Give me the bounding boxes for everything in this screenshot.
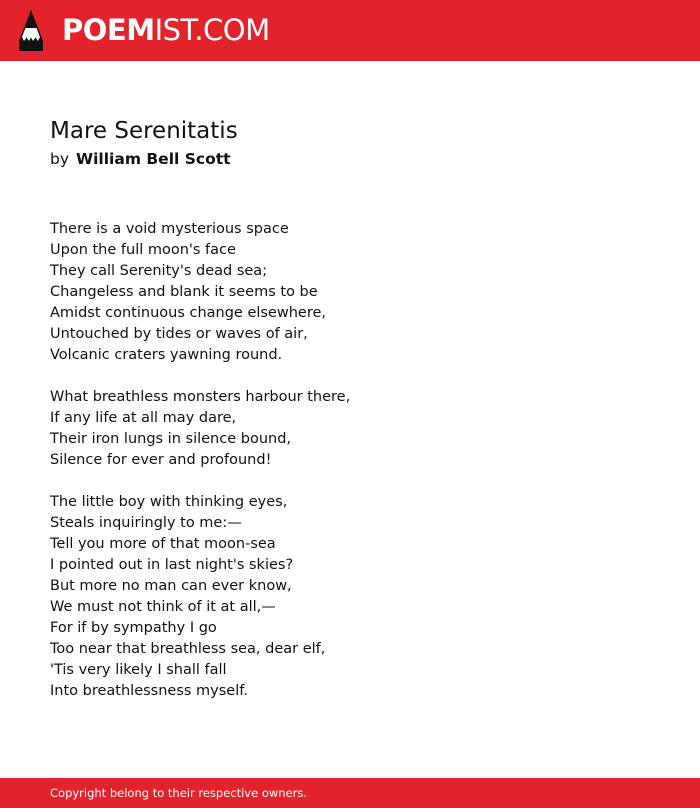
poem-line: Changeless and blank it seems to be [50,284,318,300]
poem-line: Tell you more of that moon-sea [50,536,276,552]
stanza-2 [50,387,650,471]
logo-bold-text: POEM [62,13,155,47]
poem-line: I pointed out in last night's skies? [50,557,294,573]
poem-line: But more no man can ever know, [50,578,292,594]
poem-title: Mare Serenitatis [50,118,238,144]
poem-line: Amidst continuous change elsewhere, [50,305,327,321]
pencil-tip-icon[interactable] [17,9,45,53]
stanza-3 [50,492,650,702]
poem-line: We must not think of it at all,— [50,599,276,615]
poem-line: Too near that breathless sea, dear elf, [50,641,326,657]
stanza-1 [50,219,650,366]
site-logo[interactable] [62,12,270,48]
poem-line: They call Serenity's dead sea; [50,263,268,279]
by-label: by [50,150,70,168]
copyright-text: Copyright belong to their respective owners. [50,786,308,800]
site-header [0,0,700,61]
poem-line: Upon the full moon's face [50,242,236,258]
byline [50,149,231,169]
poem-line: What breathless monsters harbour there, [50,389,351,405]
poem-line: Untouched by tides or waves of air, [50,326,308,342]
site-footer [0,778,700,808]
poem-line: Into breathlessness myself. [50,683,248,699]
poem-line: The little boy with thinking eyes, [50,494,288,510]
poem-line: For if by sympathy I go [50,620,217,636]
poem-line: Steals inquiringly to me:— [50,515,242,531]
logo-light-text: IST.COM [154,13,270,47]
poem-line: 'Tis very likely I shall fall [50,662,227,678]
poem-line: Their iron lungs in silence bound, [50,431,292,447]
poem-line: Volcanic craters yawning round. [50,347,283,363]
poem-line: If any life at all may dare, [50,410,237,426]
poem-body [50,219,650,723]
poem-line: There is a void mysterious space [50,221,289,237]
poem-line: Silence for ever and profound! [50,452,272,468]
author-name: William Bell Scott [76,150,231,168]
